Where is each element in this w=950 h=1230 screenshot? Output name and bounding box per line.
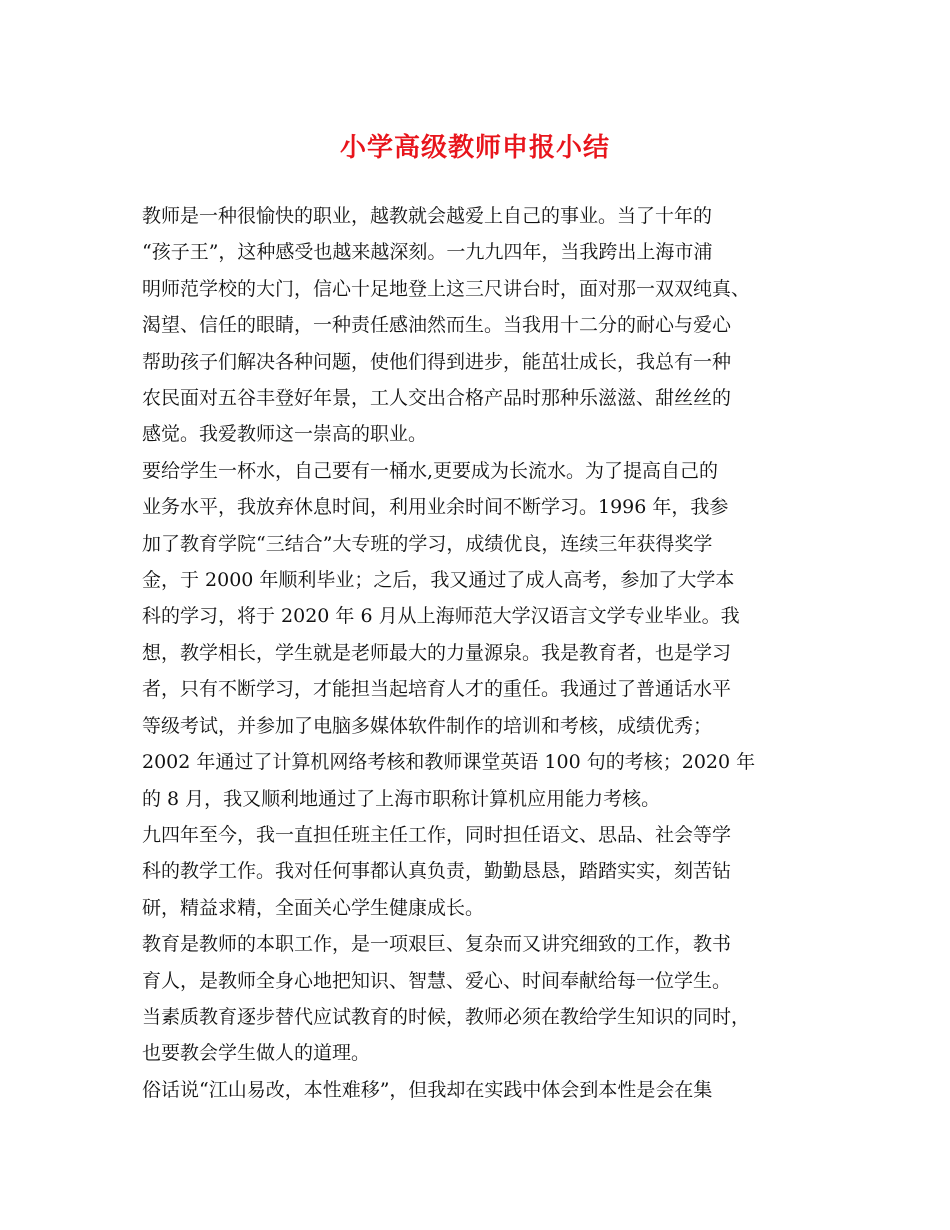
paragraph-5: 俗话说“江山易改，本性难移”，但我却在实践中体会到本性是会在集 (142, 1078, 713, 1101)
paragraph-1: 教师是一种很愉快的职业，越教就会越爱上自己的事业。当了十年的 “孩子王”，这种感受也越来越深刻。一九九四年，当我跨出上海市浦 明师范学校的大门，信心十足地登上这三尺讲台时，面对那一双双纯真、 渴望、信任的眼睛，一种责任感油然而生。当我用十二分的耐心与爱心 帮助孩子们解决各种问题，使他们得到进步，能茁壮成长，我总有一种 农民面对五谷丰登好年景，工人交出合格产品时那种乐滋滋、甜丝丝的 感觉。我爱教师这一崇高的职业。 (142, 205, 751, 446)
paragraph-3: 九四年至今，我一直担任班主任工作，同时担任语文、思品、社会等学 科的教学工作。我对任何事都认真负责，勤勤恳恳，踏踏实实，刻苦钻 研，精益求精，全面关心学生健康成长。 (142, 823, 732, 919)
paragraph-2: 要给学生一杯水，自己要有一桶水,更要成为长流水。为了提高自己的 业务水平，我放弃休息时间，利用业余时间不断学习。1996 年，我参 加了教育学院“三结合”大专班的学习，成绩优良，连续三年获得奖学 金，于 2000 年顺利毕业；之后，我又通过了成人高考，参加了大学本 科的学习，将于 2020 年 6 月从上海师范大学汉语言文学专业毕业。我 想，教学相长，学生就是老师最大的力量源泉。我是教育者，也是学习 者，只有不断学习，才能担当起培育人才的重任。我通过了普通话水平 等级考试，并参加了电脑多媒体软件制作的培训和考核，成绩优秀； 2002 年通过了计算机网络考核和教师课堂英语 100 句的考核；2020 年 的 8 月，我又顺利地通过了上海市职称计算机应用能力考核。 (142, 459, 756, 810)
document-title: 小学高级教师申报小结 (339, 133, 610, 163)
paragraph-4: 教育是教师的本职工作，是一项艰巨、复杂而又讲究细致的工作，教书 育人，是教师全身心地把知识、智慧、爱心、时间奉献给每一位学生。 当素质教育逐步替代应试教育的时候，教师必须在教给学生知识的同时， 也要教会学生做人的道理。 (142, 933, 751, 1065)
document-body (142, 198, 812, 1108)
